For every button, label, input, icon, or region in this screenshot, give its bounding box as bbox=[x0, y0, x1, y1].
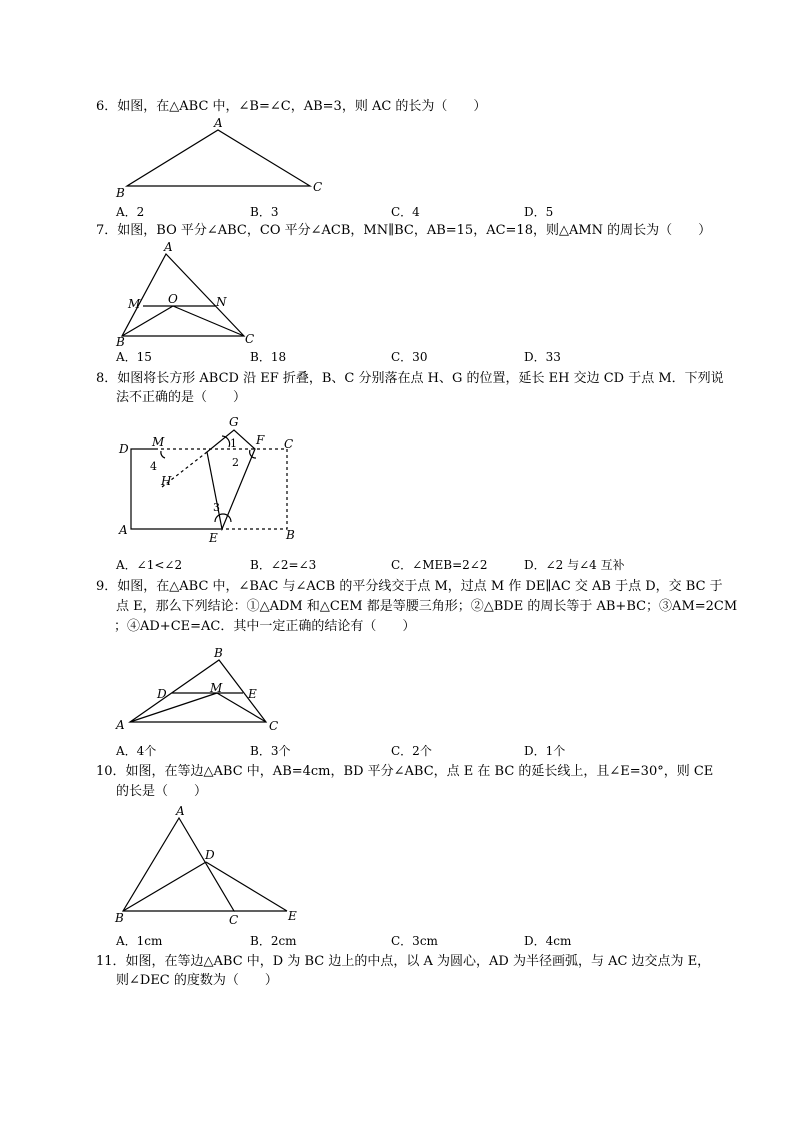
q9-label-c: C bbox=[269, 719, 279, 733]
q9-label-e: E bbox=[248, 687, 257, 701]
q9-stem-line2: 点 E，那么下列结论：①△ADM 和△CEM 都是等腰三角形；②△BDE 的周长等于 AB+BC；③AM=2CM bbox=[116, 599, 738, 614]
q7-label-b: B bbox=[116, 335, 125, 349]
q10-label-b: B bbox=[115, 911, 124, 925]
q6-option-b[interactable]: B．3 bbox=[250, 205, 279, 219]
q7-option-b[interactable]: B．18 bbox=[250, 350, 287, 364]
q10-triangle-abc bbox=[123, 818, 234, 911]
q8-label-g: G bbox=[229, 415, 239, 429]
q7-label-n: N bbox=[216, 295, 227, 309]
q10-option-b[interactable]: B．2cm bbox=[250, 934, 297, 948]
q8-stem-line1: 8．如图将长方形 ABCD 沿 EF 折叠，B、C 分别落在点 H、G 的位置，延长 EH 交边 CD 于点 M．下列说 bbox=[96, 371, 724, 386]
q9-label-b: B bbox=[214, 646, 223, 660]
q9-label-d: D bbox=[157, 687, 167, 701]
q6-option-a[interactable]: A．2 bbox=[116, 205, 145, 219]
q10-stem-line1: 10．如图，在等边△ABC 中，AB=4cm，BD 平分∠ABC，点 E 在 BC 的延长线上，且∠E=30°，则 CE bbox=[96, 764, 714, 779]
q10-label-a: A bbox=[176, 804, 185, 818]
q8-label-b: B bbox=[286, 528, 295, 542]
q7-stem: 7．如图，BO 平分∠ABC，CO 平分∠ACB，MN∥BC，AB=15，AC=18，则△AMN 的周长为（ ） bbox=[96, 223, 712, 238]
q8-label-angle-2: 2 bbox=[232, 456, 239, 469]
q8-label-h: H bbox=[161, 474, 172, 488]
q6-option-c[interactable]: C．4 bbox=[391, 205, 420, 219]
q9-label-a: A bbox=[116, 718, 125, 732]
q9-stem-line3: ；④AD+CE=AC．其中一定正确的结论有（ ） bbox=[114, 619, 416, 634]
q10-label-d: D bbox=[205, 848, 215, 862]
q8-label-angle-3: 3 bbox=[213, 501, 220, 514]
q8-option-d[interactable]: D．∠2 与∠4 互补 bbox=[524, 558, 625, 572]
q8-label-m: M bbox=[152, 435, 165, 449]
q8-label-e: E bbox=[209, 531, 218, 545]
q8-angle-4-arc bbox=[161, 451, 165, 458]
q6-stem: 6．如图，在△ABC 中，∠B=∠C，AB=3，则 AC 的长为（ ） bbox=[96, 99, 487, 114]
q8-label-c: C bbox=[284, 437, 294, 451]
q6-figure bbox=[110, 116, 340, 202]
q10-option-c[interactable]: C．3cm bbox=[391, 934, 438, 948]
q8-label-d: D bbox=[119, 442, 129, 456]
q9-option-b[interactable]: B．3个 bbox=[250, 744, 291, 758]
q8-angle-1-arc bbox=[222, 436, 230, 447]
q10-label-c: C bbox=[229, 913, 239, 927]
q7-option-a[interactable]: A．15 bbox=[116, 350, 152, 364]
q10-figure bbox=[110, 804, 340, 930]
q10-stem-line2: 的长是（ ） bbox=[116, 784, 208, 799]
q9-figure bbox=[110, 644, 290, 734]
q9-label-m: M bbox=[210, 681, 223, 695]
q6-label-b: B bbox=[116, 186, 125, 200]
q10-segment-de bbox=[206, 862, 287, 911]
q9-segment-mc bbox=[217, 693, 266, 722]
q9-option-c[interactable]: C．2个 bbox=[391, 744, 432, 758]
q8-label-f: F bbox=[256, 433, 265, 447]
q8-folded-outline bbox=[155, 449, 287, 529]
q8-stem-line2: 法不正确的是（ ） bbox=[116, 390, 247, 405]
q7-option-c[interactable]: C．30 bbox=[391, 350, 428, 364]
q6-label-a: A bbox=[214, 116, 223, 130]
q10-option-d[interactable]: D．4cm bbox=[524, 934, 572, 948]
q7-option-d[interactable]: D．33 bbox=[524, 350, 561, 364]
q7-label-o: O bbox=[168, 292, 178, 306]
q6-option-d[interactable]: D．5 bbox=[524, 205, 554, 219]
q8-option-a[interactable]: A．∠1<∠2 bbox=[116, 558, 183, 572]
q7-label-m: M bbox=[128, 297, 141, 311]
q9-stem-line1: 9．如图，在△ABC 中，∠BAC 与∠ACB 的平分线交于点 M，过点 M 作 DE∥AC 交 AB 于点 D，交 BC 于 bbox=[96, 579, 723, 594]
q8-label-angle-4: 4 bbox=[150, 460, 157, 473]
q8-label-a: A bbox=[119, 523, 128, 537]
q7-segment-oc bbox=[173, 306, 244, 336]
q8-option-c[interactable]: C．∠MEB=2∠2 bbox=[391, 558, 488, 572]
q7-label-c: C bbox=[245, 332, 255, 346]
q6-label-c: C bbox=[313, 180, 323, 194]
q11-stem-line2: 则∠DEC 的度数为（ ） bbox=[116, 973, 278, 988]
q9-option-d[interactable]: D．1个 bbox=[524, 744, 566, 758]
q8-figure bbox=[110, 410, 320, 545]
q10-option-a[interactable]: A．1cm bbox=[116, 934, 163, 948]
q9-option-a[interactable]: A．4个 bbox=[116, 744, 157, 758]
q10-segment-bd bbox=[123, 862, 206, 911]
q10-label-e: E bbox=[288, 909, 297, 923]
q6-triangle-abc bbox=[127, 130, 310, 186]
q9-triangle-abc bbox=[130, 660, 266, 722]
q8-label-angle-1: 1 bbox=[230, 437, 237, 450]
q8-option-b[interactable]: B．∠2=∠3 bbox=[250, 558, 317, 572]
q11-stem-line1: 11．如图，在等边△ABC 中，D 为 BC 边上的中点，以 A 为圆心，AD 为半径画弧，与 AC 边交点为 E， bbox=[96, 954, 711, 969]
q7-figure bbox=[110, 240, 270, 348]
q7-label-a: A bbox=[164, 240, 173, 254]
q9-segment-am bbox=[130, 693, 217, 722]
q8-angle-3-arc bbox=[215, 514, 231, 522]
